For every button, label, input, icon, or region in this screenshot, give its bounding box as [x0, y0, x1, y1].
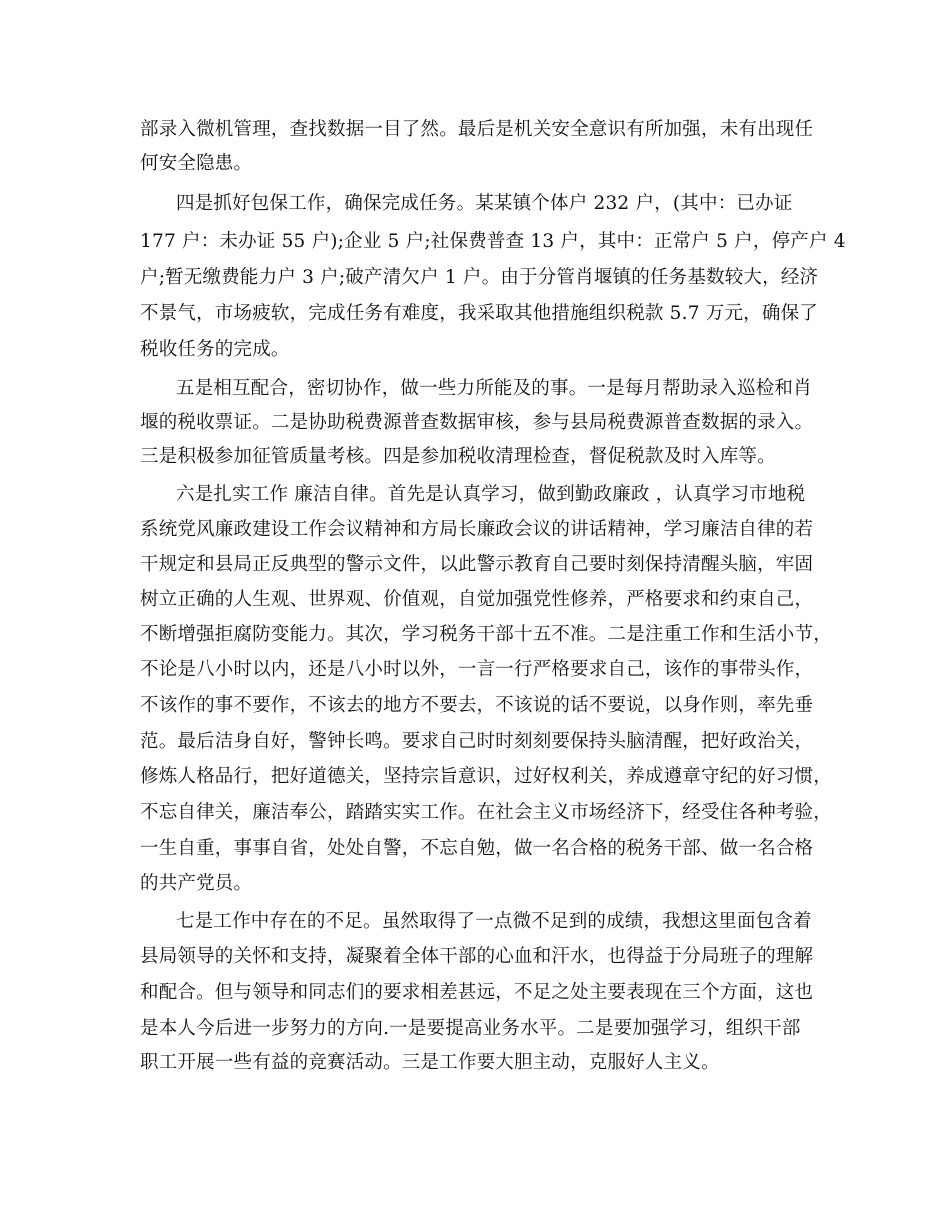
text-line: 的共产党员。: [140, 873, 253, 894]
text-line: 不断增强拒腐防变能力。其次，学习税务干部十五不准。二是注重工作和生活小节，: [140, 624, 832, 645]
text-line: 不该作的事不要作，不该去的地方不要去，不该说的话不要说，以身作则，率先垂: [140, 695, 814, 716]
text-line: 堰的税收票证。二是协助税费源普查数据审核，参与县局税费源普查数据的录入。: [140, 412, 814, 433]
text-line: 县局领导的关怀和支持，凝聚着全体干部的心血和汗水，也得益于分局班子的理解: [140, 946, 814, 967]
text-line: 范。最后洁身自好，警钟长鸣。要求自己时时刻刻要保持头脑清醒，把好政治关，: [140, 731, 814, 752]
text-line: 不忘自律关，廉洁奉公，踏踏实实工作。在社会主义市场经济下，经受住各种考验，: [140, 802, 832, 823]
text-line: 部录入微机管理，查找数据一目了然。最后是机关安全意识有所加强，未有出现任: [140, 119, 814, 140]
text-line: 不论是八小时以内，还是八小时以外，一言一行严格要求自己，该作的事带头作，: [140, 659, 814, 680]
text-line: 和配合。但与领导和同志们的要求相差甚远，不足之处主要表现在三个方面，这也: [140, 982, 814, 1003]
paragraph-start-line: 五是相互配合，密切协作，做一些力所能及的事。一是每月帮助录入巡检和肖: [176, 378, 812, 399]
text-line: 户;暂无缴费能力户 3 户;破产清欠户 1 户。由于分管肖堰镇的任务基数较大，经济: [140, 267, 819, 288]
text-line: 职工开展一些有益的竞赛活动。三是工作要大胆主动，克服好人主义。: [140, 1052, 720, 1073]
text-line: 177 户：未办证 55 户);企业 5 户;社保费普查 13 户，其中：正常户 5 户，停产户 4: [140, 231, 846, 252]
paragraph-start-line: 四是抓好包保工作，确保完成任务。某某镇个体户 232 户，(其中：已办证: [176, 193, 793, 214]
text-line: 税收任务的完成。: [140, 339, 290, 360]
text-line: 一生自重，事事自省，处处自警，不忘自勉，做一名合格的税务干部、做一名合格: [140, 838, 814, 859]
text-line: 干规定和县局正反典型的警示文件，以此警示教育自己要时刻保持清醒头脑，牢固: [140, 554, 814, 575]
text-line: 是本人今后进一步努力的方向.一是要提高业务水平。二是要加强学习，组织干部: [140, 1018, 801, 1039]
text-line: 三是积极参加征管质量考核。四是参加税收清理检查，督促税款及时入库等。: [140, 446, 776, 467]
text-line: 何安全隐患。: [140, 153, 253, 174]
paragraph-start-line: 七是工作中存在的不足。虽然取得了一点微不足到的成绩，我想这里面包含着: [176, 911, 812, 932]
text-line: 树立正确的人生观、世界观、价值观，自觉加强党性修养，严格要求和约束自己，: [140, 589, 814, 610]
text-line: 不景气，市场疲软，完成任务有难度，我采取其他措施组织税款 5.7 万元，确保了: [140, 303, 818, 324]
text-line: 系统党风廉政建设工作会议精神和方局长廉政会议的讲话精神，学习廉洁自律的若: [140, 519, 814, 540]
paragraph-start-line: 六是扎实工作 廉洁自律。首先是认真学习，做到勤政廉政 ，认真学习市地税: [176, 484, 806, 505]
text-line: 修炼人格品行，把好道德关，坚持宗旨意识，过好权利关，养成遵章守纪的好习惯，: [140, 766, 832, 787]
